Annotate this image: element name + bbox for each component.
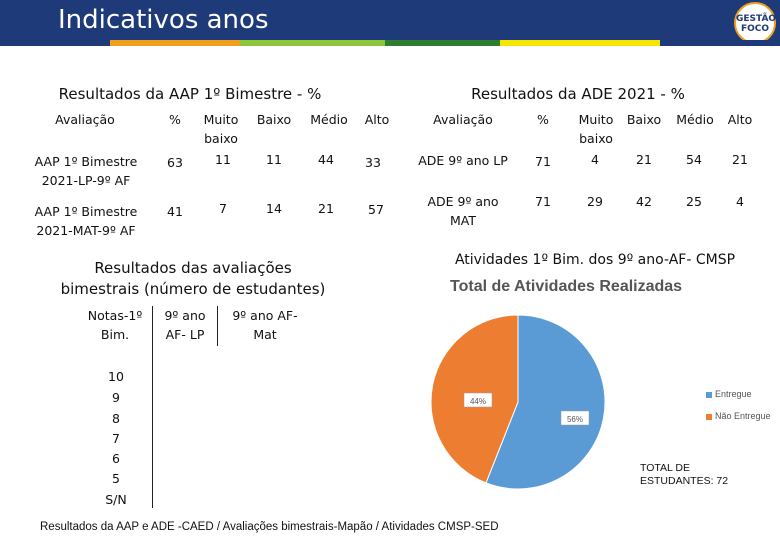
aap-row-1-alto: 33 <box>365 155 381 170</box>
nota-item: 9 <box>112 390 120 405</box>
ade-row-1-medio: 54 <box>686 152 702 167</box>
aap-header-baixo: Baixo <box>256 112 292 127</box>
page-title: Indicativos anos <box>58 5 269 35</box>
stripe-5 <box>500 40 660 46</box>
ade-row-2-medio: 25 <box>686 194 702 209</box>
total-estudantes: TOTAL DE ESTUDANTES: 72 <box>640 462 729 487</box>
nota-item: 6 <box>112 451 120 466</box>
ade-header-pct: % <box>537 112 549 127</box>
aap-row-2-medio: 21 <box>318 201 334 216</box>
aap-row-1-baixo: 11 <box>266 152 282 167</box>
stripe-1 <box>0 40 110 46</box>
footer-source: Resultados da AAP e ADE -CAED / Avaliações bimestrais-Mapão / Atividades CMSP-SED <box>40 521 499 533</box>
stripe-4 <box>385 40 500 46</box>
ade-title: Resultados da ADE 2021 - % <box>471 85 685 103</box>
ade-header-alto: Alto <box>727 112 753 127</box>
bimestral-header-mat: 9º ano AF-Mat <box>232 308 298 342</box>
aap-header-pct: % <box>169 112 181 127</box>
ade-header-avaliacao: Avaliação <box>433 112 493 127</box>
data-label: 56% <box>566 415 584 424</box>
atividades-chart <box>430 274 776 514</box>
ade-row-1-baixo: 21 <box>636 152 652 167</box>
aap-row-2-label: AAP 1º Bimestre 2021-MAT-9º AF <box>34 204 138 238</box>
ade-row-2-baixo: 42 <box>636 194 652 209</box>
legend-swatch-entregue <box>706 392 712 398</box>
nota-item: 7 <box>112 431 120 446</box>
aap-row-2-baixo: 14 <box>266 201 282 216</box>
legend-swatch-nao-entregue <box>706 414 712 420</box>
ade-row-1-muito-baixo: 4 <box>591 152 599 167</box>
stripe-2 <box>110 40 240 46</box>
bimestral-header-lp: 9º ano AF- LP <box>164 308 206 342</box>
stripe-3 <box>240 40 385 46</box>
ade-row-2-label: ADE 9º ano MAT <box>427 194 499 228</box>
aap-row-1-muito-baixo: 11 <box>215 152 231 167</box>
legend-label-nao-entregue: Não Entregue <box>715 411 771 421</box>
aap-header-alto: Alto <box>364 112 390 127</box>
nota-item: 10 <box>108 369 124 384</box>
chart-title: Total de Atividades Realizadas <box>450 278 683 295</box>
aap-row-1-pct: 63 <box>167 155 183 170</box>
aap-row-1-label: AAP 1º Bimestre 2021-LP-9º AF <box>34 154 138 188</box>
ade-row-2-muito-baixo: 29 <box>587 194 603 209</box>
ade-row-1-pct: 71 <box>535 154 551 169</box>
legend-label-entregue: Entregue <box>715 389 752 399</box>
nota-item: 8 <box>112 411 120 426</box>
ade-row-1-label: ADE 9º ano LP <box>418 153 508 168</box>
gestao-foco-logo <box>734 2 776 44</box>
ade-row-1-alto: 21 <box>732 152 748 167</box>
data-label: 44% <box>469 397 487 406</box>
aap-title: Resultados da AAP 1º Bimestre - % <box>58 85 322 103</box>
aap-header-medio: Médio <box>310 112 348 127</box>
stripe-6 <box>660 40 780 46</box>
aap-header-avaliacao: Avaliação <box>55 112 115 127</box>
bimestral-divider-1 <box>152 306 153 508</box>
aap-row-2-muito-baixo: 7 <box>219 201 227 216</box>
ade-header-medio: Médio <box>676 112 714 127</box>
atividades-title: Atividades 1º Bim. dos 9º ano-AF- CMSP <box>454 252 736 268</box>
aap-header-muito-baixo: Muito baixo <box>203 112 239 146</box>
aap-row-1-medio: 44 <box>318 152 334 167</box>
logo-text: GESTÃO FOCO <box>736 14 777 34</box>
aap-row-2-alto: 57 <box>368 202 384 217</box>
ade-row-2-alto: 4 <box>736 194 744 209</box>
aap-row-2-pct: 41 <box>167 204 183 219</box>
header-bar <box>0 0 780 40</box>
nota-item: S/N <box>105 492 127 507</box>
bimestral-title: Resultados das avaliações bimestrais (número de estudantes) <box>60 259 326 298</box>
ade-header-muito-baixo: Muito baixo <box>578 112 614 146</box>
ade-header-baixo: Baixo <box>626 112 662 127</box>
bimestral-header-notas: Notas-1º Bim. <box>87 308 143 342</box>
bimestral-divider-2 <box>217 306 218 346</box>
ade-row-2-pct: 71 <box>535 194 551 209</box>
nota-item: 5 <box>112 471 120 486</box>
header-stripes <box>0 40 780 46</box>
